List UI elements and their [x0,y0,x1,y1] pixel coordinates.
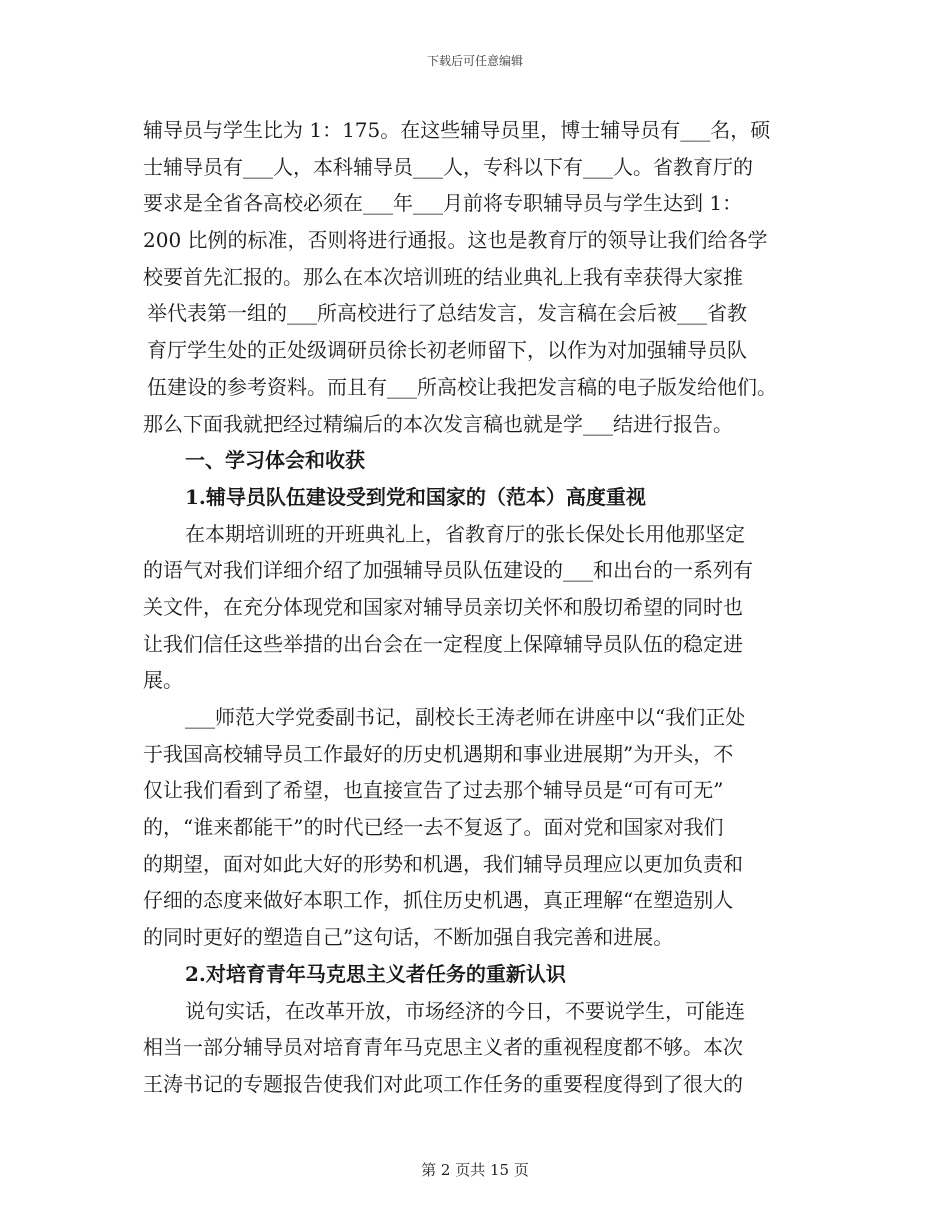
paragraph-line: 辅导员与学生比为 1：175。在这些辅导员里，博士辅导员有___名，硕 [143,118,771,142]
page-number: 第 2 页共 15 页 [421,1161,529,1179]
paragraph-line: 育厅学生处的正处级调研员徐长初老师留下，以作为对加强辅导员队 [147,338,747,363]
paragraph-line: 要求是全省各高校必须在___年___月前将专职辅导员与学生达到 1： [143,191,743,216]
paragraph-line: 200 比例的标准，否则将进行通报。这也是教育厅的领导让我们给各学 [143,228,768,253]
paragraph-line: 士辅导员有___人，本科辅导员___人，专科以下有___人。省教育厅的 [143,154,753,179]
paragraph-line: 的，“谁来都能干”的时代已经一去不复返了。面对党和国家对我们 [143,815,724,840]
paragraph-line: 仔细的态度来做好本职工作，抓住历史机遇，真正理解“在塑造别人 [143,888,734,913]
subsection-heading: 2.对培育青年马克思主义者任务的重新认识 [185,961,566,986]
paragraph-line: 的期望，面对如此大好的形势和机遇，我们辅导员理应以更加负责和 [143,851,743,876]
paragraph-line: 举代表第一组的___所高校进行了总结发言，发言稿在会后被___省教 [147,301,747,326]
paragraph-line: 仅让我们看到了希望，也直接宣告了过去那个辅导员是“可有可无” [143,778,724,803]
paragraph-line: 伍建设的参考资料。而且有___所高校让我把发言稿的电子版发给他们。 [147,374,777,399]
paragraph-line: 王涛书记的专题报告使我们对此项工作任务的重要程度得到了很大的 [143,1071,743,1096]
paragraph-line: 的语气对我们详细介绍了加强辅导员队伍建设的___和出台的一系列有 [143,558,753,583]
paragraph-line: ___师范大学党委副书记，副校长王涛老师在讲座中以“我们正处 [185,705,746,729]
paragraph-line: 校要首先汇报的。那么在本次培训班的结业典礼上我有幸获得大家推 [143,264,743,289]
subsection-heading: 1.辅导员队伍建设受到党和国家的（范本）高度重视 [185,484,646,509]
paragraph-line: 展。 [143,668,183,693]
section-heading: 一、学习体会和收获 [185,448,365,473]
paragraph-line: 关文件，在充分体现党和国家对辅导员亲切关怀和殷切希望的同时也 [143,594,743,619]
paragraph-line: 相当一部分辅导员对培育青年马克思主义者的重视程度都不够。本次 [143,1035,743,1060]
paragraph-line: 那么下面我就把经过精编后的本次发言稿也就是学___结进行报告。 [143,411,733,436]
page-header: 下载后可任意编辑 [426,54,523,68]
document-body [143,112,808,1103]
paragraph-line: 在本期培训班的开班典礼上，省教育厅的张长保处长用他那坚定 [185,521,745,546]
paragraph-line: 于我国高校辅导员工作最好的历史机遇期和事业进展期”为开头，不 [143,741,734,766]
paragraph-line: 让我们信任这些举措的出台会在一定程度上保障辅导员队伍的稳定进 [143,631,743,656]
paragraph-line: 的同时更好的塑造自己”这句话，不断加强自我完善和进展。 [143,925,674,950]
paragraph-line: 说句实话，在改革开放，市场经济的今日，不要说学生，可能连 [185,998,745,1023]
